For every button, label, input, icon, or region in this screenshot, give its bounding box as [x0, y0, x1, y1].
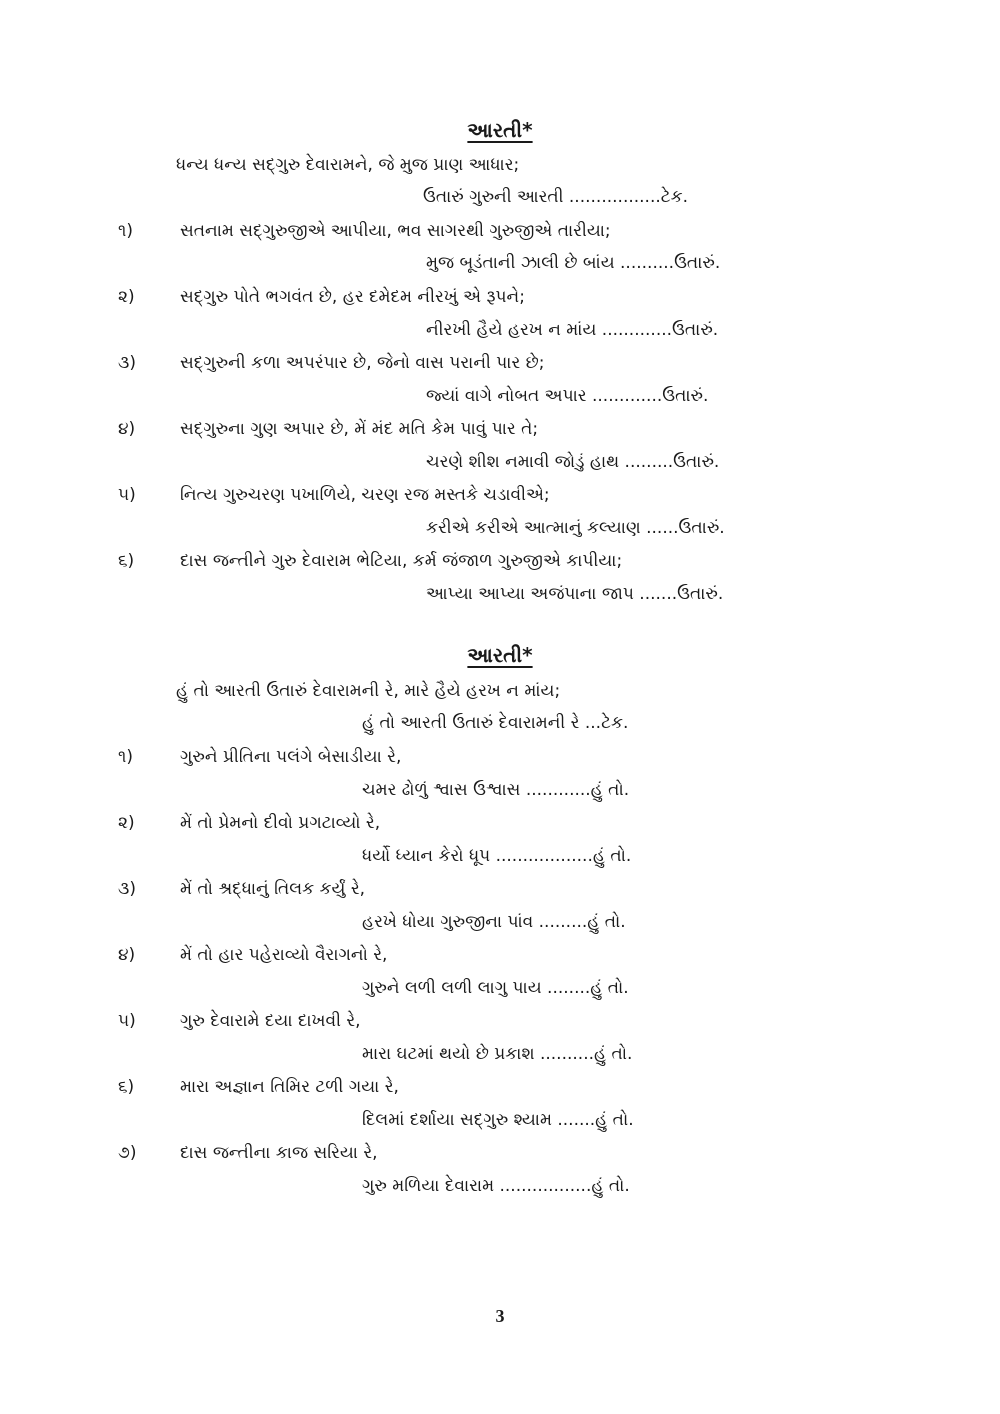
- section-1-intro-line-1: ધન્ય ધન્ય સદ્‌ગુરુ દેવારામને, જે મુજ પ્રાણ આધાર;: [176, 155, 520, 175]
- section-2-verse-6-line-1: મારા અજ્ઞાન તિમિર ટળી ગયા રે,: [180, 1077, 399, 1097]
- section-2-verse-5-line-1: ગુરુ દેવારામે દયા દાખવી રે,: [180, 1011, 361, 1031]
- section-2-verse-6-line-2: દિલમાં દર્શાયા સદ્‌ગુરુ શ્યામ .......હું તો.: [362, 1110, 634, 1130]
- section-1-verse-4-line-2: ચરણે શીશ નમાવી જોડું હાથ .........ઉતારું.: [426, 452, 720, 472]
- section-2-verse-2-line-1: મેં તો પ્રેમનો દીવો પ્રગટાવ્યો રે,: [180, 813, 381, 833]
- section-1-verse-5-line-2: કરીએ કરીએ આત્માનું કલ્યાણ ......ઉતારું.: [426, 518, 725, 538]
- section-2-verse-7-line-2: ગુરુ મળિયા દેવારામ .................હું તો.: [362, 1176, 630, 1196]
- section-2-verse-4-line-1: મેં તો હાર પહેરાવ્યો વૈરાગનો રે,: [180, 945, 388, 965]
- section-2-verse-1-line-2: ચમર ઢોળું શ્વાસ ઉશ્વાસ ............હું તો.: [362, 780, 630, 800]
- section-2-verse-3-line-1: મેં તો શ્રદ્ધાનું તિલક કર્યું રે,: [180, 879, 366, 899]
- section-1-verse-2-line-1: સદ્‌ગુરુ પોતે ભગવંત છે, હર દમેદમ નીરખું એ રૂપને;: [180, 287, 525, 307]
- section-2-intro-line-1: હું તો આરતી ઉતારું દેવારામની રે, મારે હૈયે હરખ ન માંય;: [176, 681, 561, 701]
- section-1-verse-1-line-1: સતનામ સદ્‌ગુરુજીએ આપીયા, ભવ સાગરથી ગુરુજીએ તારીયા;: [180, 221, 611, 241]
- section-1-verse-2-line-2: નીરખી હૈયે હરખ ન માંય .............ઉતારું.: [426, 320, 719, 340]
- section-1-verse-3-number: ૩): [118, 353, 136, 373]
- section-2-verse-5-line-2: મારા ઘટમાં થયો છે પ્રકાશ ..........હું તો.: [362, 1044, 633, 1064]
- section-1-verse-1-number: ૧): [118, 221, 133, 241]
- section-2-verse-1-line-1: ગુરુને પ્રીતિના પલંગે બેસાડીયા રે,: [180, 747, 402, 767]
- section-1-verse-3-line-2: જ્યાં વાગે નોબત અપાર .............ઉતારું.: [426, 386, 709, 406]
- section-1-verse-2-number: ૨): [118, 287, 135, 307]
- section-1-verse-6-number: ૬): [118, 551, 135, 571]
- section-2-verse-7-line-1: દાસ જન્તીના કાજ સરિયા રે,: [180, 1143, 378, 1163]
- section-1-verse-3-line-1: સદ્‌ગુરુની કળા અપરંપાર છે, જેનો વાસ પરાની પાર છે;: [180, 353, 545, 373]
- page-number: 3: [495, 1306, 505, 1326]
- section-2-verse-7-number: ૭): [118, 1143, 137, 1163]
- section-2-verse-2-line-2: ધર્યો ધ્યાન કેરો ધૂપ ..................હું તો.: [362, 846, 632, 866]
- section-1-verse-4-line-1: સદ્‌ગુરુના ગુણ અપાર છે, મેં મંદ મતિ કેમ પાવું પાર તે;: [180, 419, 539, 439]
- section-2-verse-1-number: ૧): [118, 747, 133, 767]
- section-1-title: આરતી*: [467, 118, 533, 142]
- section-2-verse-3-line-2: હરખે ધોયા ગુરુજીના પાંવ .........હું તો.: [362, 912, 626, 932]
- section-1-verse-1-line-2: મુજ બૂડંતાની ઝાલી છે બાંય ..........ઉતારું.: [426, 253, 721, 273]
- section-1-intro-line-2: ઉતારું ગુરુની આરતી .................ટેક.: [423, 187, 689, 207]
- section-2-verse-2-number: ૨): [118, 813, 135, 833]
- section-2-intro-line-2: હું તો આરતી ઉતારું દેવારામની રે ...ટેક.: [362, 713, 629, 733]
- section-1-verse-5-line-1: નિત્ય ગુરુચરણ પખાળિયે, ચરણ રજ મસ્તકે ચડાવીએ;: [180, 485, 550, 505]
- section-2-verse-4-number: ૪): [118, 945, 136, 965]
- section-1-verse-6-line-2: આપ્યા આપ્યા અજંપાના જાપ .......ઉતારું.: [426, 584, 724, 604]
- section-1-verse-5-number: ૫): [118, 485, 136, 505]
- section-1-verse-6-line-1: દાસ જન્તીને ગુરુ દેવારામ ભેટિયા, કર્મ જંજાળ ગુરુજીએ કાપીયા;: [180, 551, 623, 571]
- section-1-verse-4-number: ૪): [118, 419, 136, 439]
- section-2-verse-4-line-2: ગુરુને લળી લળી લાગુ પાય ........હું તો.: [362, 978, 629, 998]
- section-2-verse-5-number: ૫): [118, 1011, 136, 1031]
- section-2-verse-3-number: ૩): [118, 879, 136, 899]
- section-2-verse-6-number: ૬): [118, 1077, 135, 1097]
- section-2-title: આરતી*: [467, 643, 533, 667]
